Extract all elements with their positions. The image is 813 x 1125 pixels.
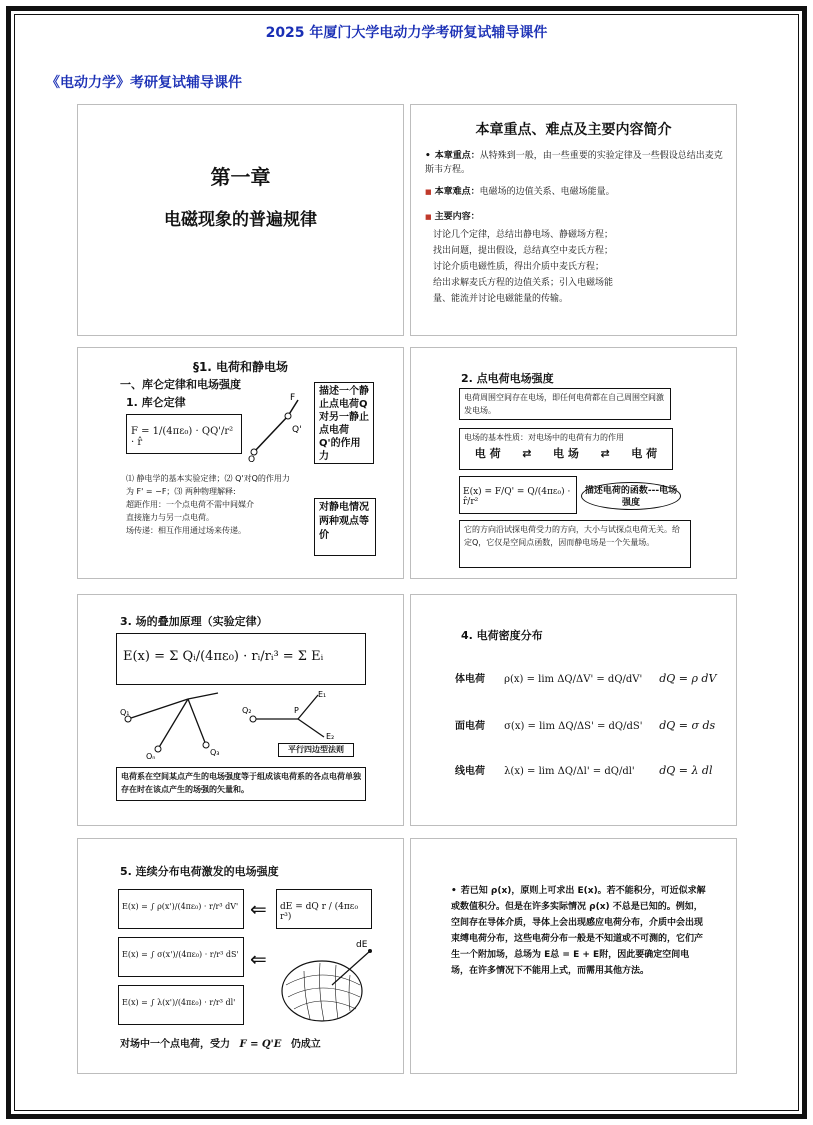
density-formula: λ(x) = lim ΔQ/Δl' = dQ/dl' [504,766,635,777]
parallelogram-label: 平行四边型法则 [278,743,354,757]
charge-Qp [285,413,291,419]
callout-field-function: 描述电荷的函数---电场强度 [581,482,681,510]
slide-induced-charge [410,838,737,1074]
density-differential: dQ = σ ds [659,719,716,732]
slide-point-charge-field [410,347,737,579]
label-qn: Qₙ [146,752,156,759]
document-title: 2025 年厦门大学电动力学考研复试辅导课件 [265,25,548,41]
density-label: 线电荷 [455,766,485,777]
slide-coulomb-law [77,347,404,579]
slide-chapter-overview [410,104,737,336]
chain-field: 电 场 [553,447,579,460]
field-property-box [459,428,673,470]
density-differential: dQ = λ dl [659,764,713,777]
section-title: 一、库仑定律和电场强度 [120,378,241,391]
callout-equivalence: 对静电情况两种观点等价 [314,498,376,556]
coulomb-formula: F = 1/(4πε₀) · QQ'/r² · r̂ [126,414,242,454]
content-line: 讨论介质电磁性质，得出介质中麦氏方程； [433,262,605,272]
fig-label-Q: Q [248,455,256,462]
density-row-surface [455,714,725,733]
footer-text: 对场中一个点电荷，受力 [120,1039,230,1050]
content-line: 量、能流并讨论电磁能量的传输。 [433,294,569,304]
fig-label-Qp: Q' [292,425,302,435]
key-points-text: 从特殊到一般，由一些重要的实验定律及一些假设总结出麦克斯韦方程。 [425,151,723,175]
fig-label-F: F [290,393,296,403]
note-line: 场传递：相互作用通过场来传递。 [126,526,246,535]
slide5-heading: 3. 场的叠加原理（实验定律） [120,615,268,628]
key-points-label: • 本章重点： [425,151,480,161]
difficulty [425,185,725,199]
slide6-heading: 4. 电荷密度分布 [461,629,543,642]
slide-continuous-distribution [77,838,404,1074]
content-line: 找出问题，提出假设，总结真空中麦氏方程； [433,246,614,256]
dE-label: dE [356,940,368,950]
chain-charge-2: 电 荷 [631,447,658,460]
density-formula: σ(x) = lim ΔQ/ΔS' = dQ/dS' [504,721,643,732]
difficulty-text: 电磁场的边值关系、电磁场能量。 [479,187,615,197]
slide-chapter-title [77,104,404,336]
content-line: 讨论几个定律，总结出静电场、静磁场方程； [433,230,614,240]
field-property-text: 电场的基本性质：对电场中的电荷有力的作用 [464,433,624,442]
slide3-heading: §1. 电荷和静电场 [192,360,289,374]
coulomb-line [254,416,288,452]
charge-qn [155,746,161,752]
field-exists-box: 电荷周围空间存在电场，即任何电荷都在自己周围空间激发电场。 [459,388,671,420]
superposition-formula: E(x) = Σ Qᵢ/(4πε₀) · rᵢ/rᵢ³ = Σ Eᵢ [116,633,366,685]
document-subtitle: 《电动力学》考研复试辅导课件 [46,75,242,91]
slide-superposition [77,594,404,826]
charge-q3 [203,742,209,748]
superposition-conclusion: 电荷系在空间某点产生的电场强度等于组成该电荷系的各点电荷单独存在时在该点产生的场强的矢量和。 [116,767,366,801]
density-label: 体电荷 [455,674,485,685]
difficulty-label: ■ 本章难点： [425,187,480,197]
density-row-volume [455,667,725,686]
point-charge-formula: E(x) = F/Q' = Q/(4πε₀) · r̂/r² [459,476,577,514]
overview-heading: 本章重点、难点及主要内容简介 [475,122,672,138]
arrow-left-icon: ⇐ [250,947,267,971]
surface-field-formula: E(x) = ∫ σ(x')/(4πε₀) · r/r³ dS' [118,937,244,977]
key-points [425,149,725,177]
subsection-title: 1. 库仑定律 [126,396,186,409]
content-lines [433,227,733,307]
charged-surface-figure [274,935,378,1031]
chain-arrow-icon: ⇄ [522,447,532,460]
charge-field-chain [464,447,668,460]
content-label: ■ 主要内容： [425,212,480,222]
content-label-row [425,210,725,224]
density-row-line [455,759,725,778]
footer-formula: F = Q'E [239,1039,282,1050]
induced-charge-paragraph: • 若已知 ρ(x)，原则上可求出 E(x)。若不能积分，可近似求解或数值积分。但是在许多实际情况 ρ(x) 不总是已知的。例如，空间存在导体介质，导体上会出现感应电荷分布，介质中会出现束缚电荷分布，这些电荷分布一般是不知道或不可测的，它们产生一个附加场，总场为 E总 = E + E附，因此要确定空间电场，在许多情况下不能用上式，而需用其他方法。 [451,883,707,979]
footer-tail: 仍成立 [290,1039,321,1050]
note-line: 超距作用：一个点电荷不需中间媒介 [126,500,254,509]
note-line: ⑴ 静电学的基本实验定律；⑵ Q'对Q的作用力 [126,474,290,483]
density-differential: dQ = ρ dV [659,672,717,685]
label-p: P [294,706,299,715]
chain-charge-1: 电 荷 [474,447,501,460]
slide-charge-density [410,594,737,826]
density-formula: ρ(x) = lim ΔQ/ΔV' = dQ/dV' [504,674,643,685]
chain-arrow-icon: ⇄ [600,447,610,460]
label-e1: E₁ [318,690,327,699]
label-q2: Q₂ [242,706,252,715]
density-label: 面电荷 [455,721,485,732]
chapter-number: 第一章 [210,165,271,189]
label-q3: Q₃ [210,748,220,757]
label-q1: Q₁ [120,708,130,717]
slide4-heading: 2. 点电荷电场强度 [461,372,554,385]
label-e2: E₂ [326,732,335,741]
callout-coulomb: 描述一个静止点电荷Q对另一静止点电荷Q'的作用力 [314,382,374,464]
point-charge-force [120,1035,321,1050]
element-field-formula: dE = dQ r / (4πε₀ r³) [276,889,372,929]
note-line: 直接施力与另一点电荷。 [126,513,214,522]
line-field-formula: E(x) = ∫ λ(x')/(4πε₀) · r/r³ dl' [118,985,244,1025]
arrow-left-icon: ⇐ [250,897,267,921]
content-line: 给出求解麦氏方程的边值关系；引入电磁场能 [433,278,614,288]
slide7-heading: 5. 连续分布电荷激发的电场强度 [120,865,279,878]
volume-field-formula: E(x) = ∫ ρ(x')/(4πε₀) · r/r³ dV' [118,889,244,929]
chapter-topic: 电磁现象的普遍规律 [164,210,317,230]
coulomb-figure [246,390,308,462]
note-line: 为 F' = −F；⑶ 两种物理解释: [126,487,236,496]
charge-q2 [250,716,256,722]
field-direction-box: 它的方向沿试探电荷受力的方向，大小与试探点电荷无关。给定Q，它仅是空间点函数，因而静电场是一个矢量场。 [459,520,691,568]
